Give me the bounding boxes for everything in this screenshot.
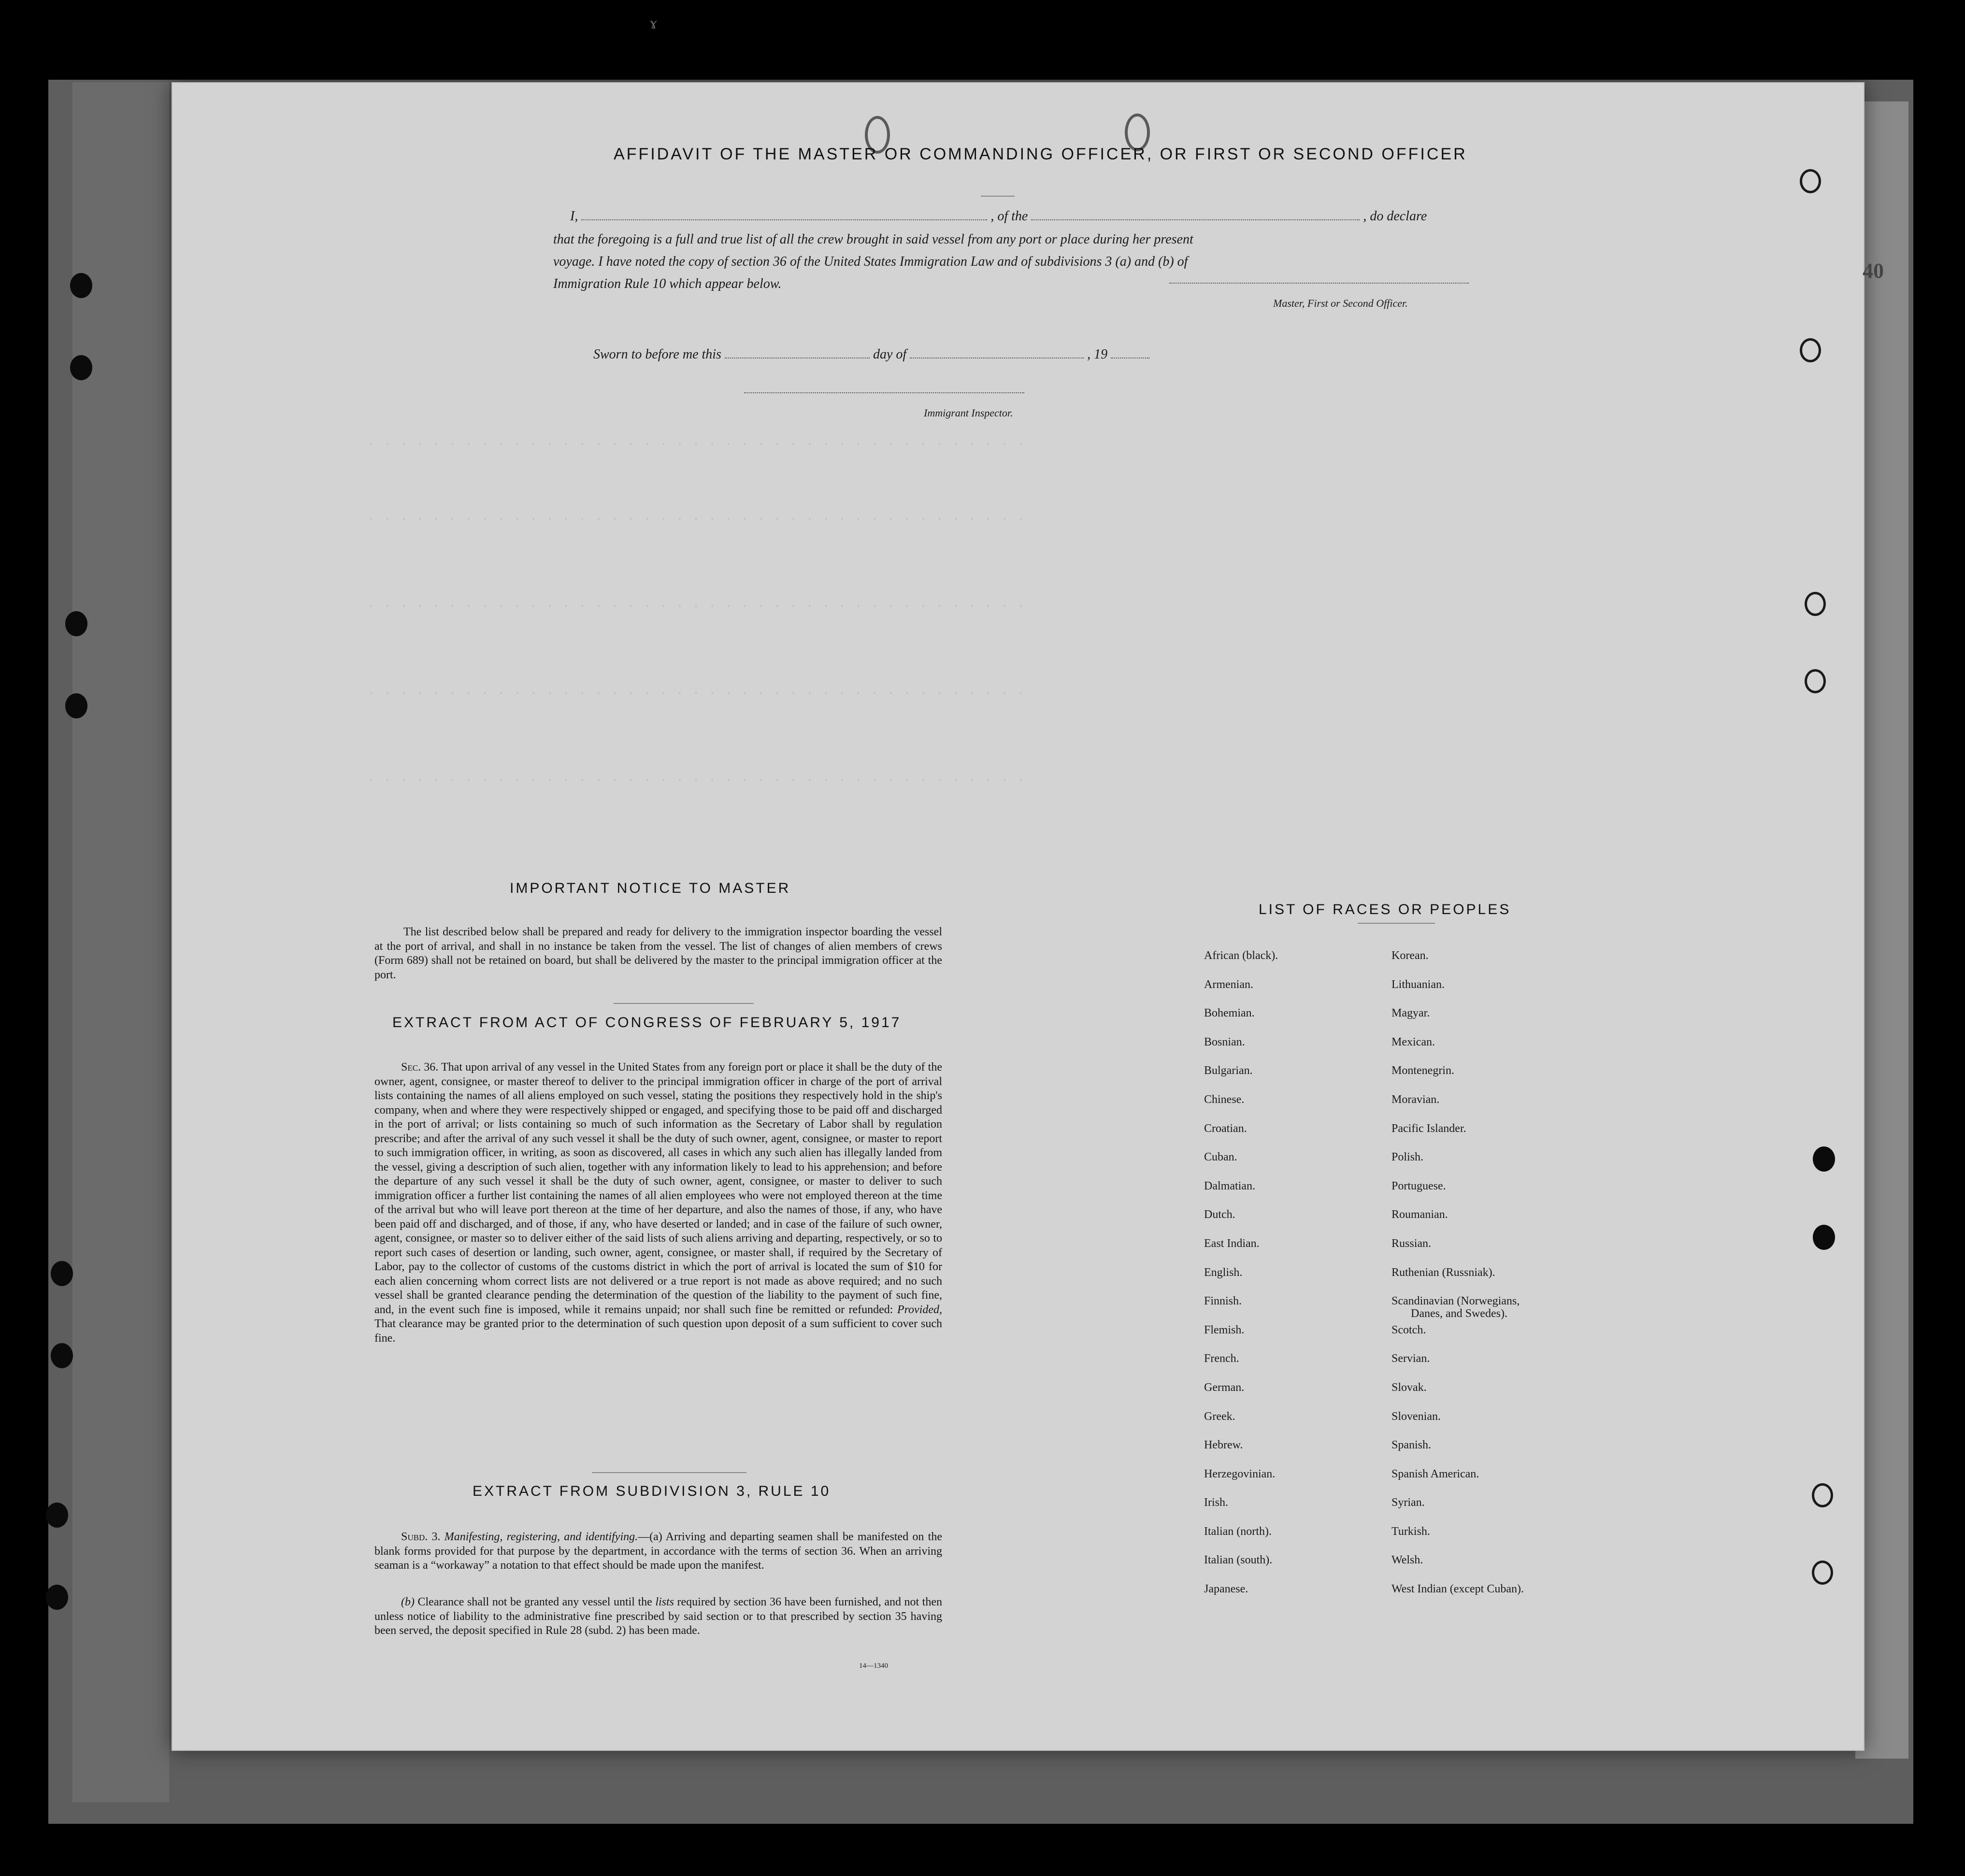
race-item: Cuban. — [1204, 1151, 1237, 1164]
race-item: Russian. — [1391, 1237, 1432, 1250]
race-item: Slovak. — [1391, 1381, 1427, 1394]
divider — [1358, 923, 1435, 924]
bleed-through-text: · · · · · · · · · · · · · · · · · · · · · · · · · · · · · · · · · · · · · · · · · — [367, 512, 1025, 527]
race-item: Welsh. — [1391, 1554, 1423, 1567]
affidavit-title: AFFIDAVIT OF THE MASTER OR COMMANDING OFFICER, OR FIRST OR SECOND OFFICER — [614, 145, 1467, 163]
race-item: German. — [1204, 1381, 1245, 1394]
race-item: Finnish. — [1204, 1295, 1242, 1308]
race-item: Italian (north). — [1204, 1525, 1272, 1538]
para-b-start: Clearance shall not be granted any vessel until the — [417, 1596, 652, 1608]
affidavit-line-3: voyage. I have noted the copy of section 36 of the United States Immigration Law and of subdivisions 3 (a) and (b) of — [553, 254, 1188, 269]
race-item: Hebrew. — [1204, 1439, 1243, 1452]
binder-ring-icon — [1805, 592, 1826, 616]
form-number: 14—1340 — [859, 1662, 888, 1670]
race-item: Ruthenian (Russniak). — [1391, 1266, 1495, 1279]
affidavit-line-2: that the foregoing is a full and true list of all the crew brought in said vessel from any port or place during her present — [553, 232, 1193, 247]
race-item — [1391, 1295, 1524, 1324]
race-item-scandinavian-cont: Danes, and Swedes). — [1411, 1307, 1507, 1320]
race-item: Syrian. — [1391, 1496, 1425, 1509]
divider — [614, 1003, 754, 1004]
race-item: Greek. — [1204, 1410, 1235, 1423]
race-item: Dalmatian. — [1204, 1179, 1255, 1192]
binder-hole-icon — [65, 611, 87, 636]
race-item: West Indian (except Cuban). — [1391, 1583, 1524, 1596]
binder-hole-icon — [51, 1261, 73, 1286]
binder-hole-icon — [1813, 1146, 1835, 1172]
race-item: Bulgarian. — [1204, 1064, 1253, 1077]
race-item: African (black). — [1204, 949, 1278, 962]
race-item: Lithuanian. — [1391, 978, 1445, 991]
race-item: English. — [1204, 1266, 1243, 1279]
race-item: Dutch. — [1204, 1208, 1235, 1221]
divider — [981, 196, 1015, 197]
race-item: Moravian. — [1391, 1093, 1440, 1106]
provided-word: Provided, — [897, 1303, 942, 1316]
bleed-through-text: · · · · · · · · · · · · · · · · · · · · · · · · · · · · · · · · · · · · · · · · · — [367, 437, 1025, 452]
binder-hole-icon — [46, 1585, 68, 1610]
subdivision-b-text — [374, 1595, 942, 1638]
section-label: Sec. 36. — [401, 1061, 439, 1074]
bleed-through-text: · · · · · · · · · · · · · · · · · · · · · · · · · · · · · · · · · · · · · · · · · — [367, 599, 1025, 614]
affidavit-line-4: Immigration Rule 10 which appear below. — [553, 276, 782, 291]
binder-hole-icon — [70, 355, 92, 380]
section-36-text — [374, 1060, 942, 1346]
declare-suffix: , do declare — [1363, 209, 1427, 224]
declarant-prefix: I, — [570, 209, 578, 224]
vessel-prefix: , of the — [990, 209, 1028, 224]
para-b-lists: lists — [655, 1596, 674, 1608]
para-a-marker: —(a) — [638, 1531, 662, 1543]
binder-hole-icon — [46, 1503, 68, 1528]
subdivision-extract-title: EXTRACT FROM SUBDIVISION 3, RULE 10 — [473, 1483, 831, 1499]
page-number: 40 — [1863, 259, 1884, 283]
para-b-end: required by section 36 have been furnished, and not then unless notice of liability to the administrative fine prescribed by said section or to that prescribed by section 35 having been served, the deposit specified in Rule 28 (subd. 2) has been made. — [374, 1596, 942, 1637]
binder-hole-icon — [51, 1343, 73, 1368]
binder-ring-icon — [1800, 338, 1821, 362]
page-mark: ɤ — [650, 14, 658, 32]
manifest-page — [172, 82, 1865, 1751]
race-item: Japanese. — [1204, 1583, 1248, 1596]
race-item: Herzegovinian. — [1204, 1467, 1276, 1480]
race-item: Croatian. — [1204, 1122, 1247, 1135]
races-left-column — [1204, 949, 1278, 1612]
race-item: Korean. — [1391, 949, 1429, 962]
race-item: Spanish American. — [1391, 1467, 1479, 1480]
congress-extract-title: EXTRACT FROM ACT OF CONGRESS OF FEBRUARY 5, 1917 — [392, 1015, 902, 1031]
race-item: Bosnian. — [1204, 1035, 1245, 1048]
race-item: Spanish. — [1391, 1439, 1432, 1452]
race-item: Flemish. — [1204, 1323, 1245, 1336]
para-b-marker: (b) — [401, 1596, 415, 1608]
binder-ring-icon — [1805, 669, 1826, 693]
race-item: Roumanian. — [1391, 1208, 1448, 1221]
race-item: Scotch. — [1391, 1323, 1426, 1336]
race-item: Bohemian. — [1204, 1007, 1255, 1020]
notice-text: The list described below shall be prepared and ready for delivery to the immigration inspector boarding the vessel at the port of arrival, and shall in no instance be taken from the vessel. The list of changes of alien members of crews (Form 689) shall not be retained on board, but shall be delivered by the master to the principal immigration officer at the port. — [374, 926, 942, 981]
race-item: Turkish. — [1391, 1525, 1430, 1538]
race-item: Portuguese. — [1391, 1179, 1446, 1192]
affidavit-line-1 — [570, 209, 1427, 224]
notice-title: IMPORTANT NOTICE TO MASTER — [510, 880, 791, 896]
inspector-label: Immigrant Inspector. — [924, 407, 1013, 419]
race-item: Servian. — [1391, 1352, 1430, 1365]
subd-heading: Manifesting, registering, and identifying. — [444, 1531, 638, 1543]
signer-label: Master, First or Second Officer. — [1273, 297, 1408, 309]
underlying-sheet-edge-left — [72, 82, 169, 1802]
binder-hole-icon — [70, 273, 92, 298]
race-item-scandinavian: Scandinavian (Norwegians, — [1391, 1295, 1520, 1308]
sworn-line — [593, 347, 1149, 362]
races-right-column — [1391, 949, 1524, 1612]
race-item: French. — [1204, 1352, 1239, 1365]
para-a-text: Arriving and departing seamen shall be manifested on the blank forms provided for that purpose by the department, in accordance with the terms of section 36. When an arriving seaman is a “workaway” a notation to that effect should be made upon the manifest. — [374, 1531, 942, 1572]
section-body-end: That clearance may be granted prior to the determination of such question upon deposit of a sum sufficient to cover such fine. — [374, 1317, 942, 1345]
sworn-prefix: Sworn to before me this — [593, 347, 721, 362]
race-item: Pacific Islander. — [1391, 1122, 1466, 1135]
master-signature-field[interactable] — [1169, 283, 1469, 284]
binder-ring-icon — [1812, 1561, 1833, 1585]
races-list-title: LIST OF RACES OR PEOPLES — [1259, 902, 1511, 917]
subdivision-a-text — [374, 1530, 942, 1573]
year-prefix: , 19 — [1087, 347, 1108, 362]
race-item: Armenian. — [1204, 978, 1253, 991]
section-body: That upon arrival of any vessel in the United States from any foreign port or place it shall be the duty of the owner, agent, consignee, or master thereof to deliver to the principal immigration officer in charge of the port of arrival lists containing the names of all aliens employed on such vessel, stating the positions they respectively hold in the ship's company, when and where they were respectively shipped or engaged, and specifying those to be paid off and discharged in the port of arrival; or lists containing so much of such information as the Secretary of Labor shall by regulation prescribe; and after the arrival of any such vessel it shall be the duty of such owner, agent, consignee, or master to report to such immigration officer, in writing, as soon as discovered, all cases in which any such alien has illegally landed from the vessel, giving a description of such alien, together with any information likely to lead to his apprehension; and before the departure of any such vessel it shall be the duty of such owner, agent, consignee, or master to deliver to such immigration officer a further list containing the names of all alien employees who were not employed thereon at the time of the arrival but who will leave port thereon at the time of her departure, and also the names of those, if any, who have been paid off and discharged, and of those, if any, who have deserted or landed; and in case of the failure of such owner, agent, consignee, or master so to deliver either of the said lists of such aliens arriving and departing, respectively, or so to report such cases of desertion or landing, such owner, agent, consignee, or master shall, if required by the Secretary of Labor, pay to the collector of customs of the customs district in which the port of arrival is located the sum of $10 for each alien concerning whom correct lists are not delivered or a true report is not made as above required; and no such vessel shall be granted clearance pending the determination of the question of the liability to the payment of such fine, and, in the event such fine is imposed, while it remains unpaid; nor shall such fine be remitted or refunded: — [374, 1061, 942, 1316]
bleed-through-text: · · · · · · · · · · · · · · · · · · · · · · · · · · · · · · · · · · · · · · · · · — [367, 686, 1025, 701]
race-item: Irish. — [1204, 1496, 1228, 1509]
binder-ring-icon — [1800, 169, 1821, 193]
race-item: Chinese. — [1204, 1093, 1245, 1106]
day-of-label: day of — [873, 347, 907, 362]
divider — [592, 1472, 746, 1473]
binder-hole-icon — [65, 693, 87, 718]
vessel-name-field[interactable] — [1031, 219, 1360, 220]
bleed-through-text: · · · · · · · · · · · · · · · · · · · · · · · · · · · · · · · · · · · · · · · · · — [367, 773, 1025, 788]
race-item: Polish. — [1391, 1151, 1424, 1164]
inspector-signature-field[interactable] — [744, 392, 1024, 393]
race-item: Mexican. — [1391, 1035, 1435, 1048]
binder-hole-icon — [1813, 1225, 1835, 1250]
declarant-name-field[interactable] — [581, 219, 987, 220]
race-item: Italian (south). — [1204, 1554, 1273, 1567]
race-item: Magyar. — [1391, 1007, 1430, 1020]
race-item: East Indian. — [1204, 1237, 1260, 1250]
race-item: Montenegrin. — [1391, 1064, 1454, 1077]
race-item: Slovenian. — [1391, 1410, 1441, 1423]
subd-label: Subd. 3. — [401, 1531, 441, 1543]
binder-ring-icon — [1812, 1483, 1833, 1507]
